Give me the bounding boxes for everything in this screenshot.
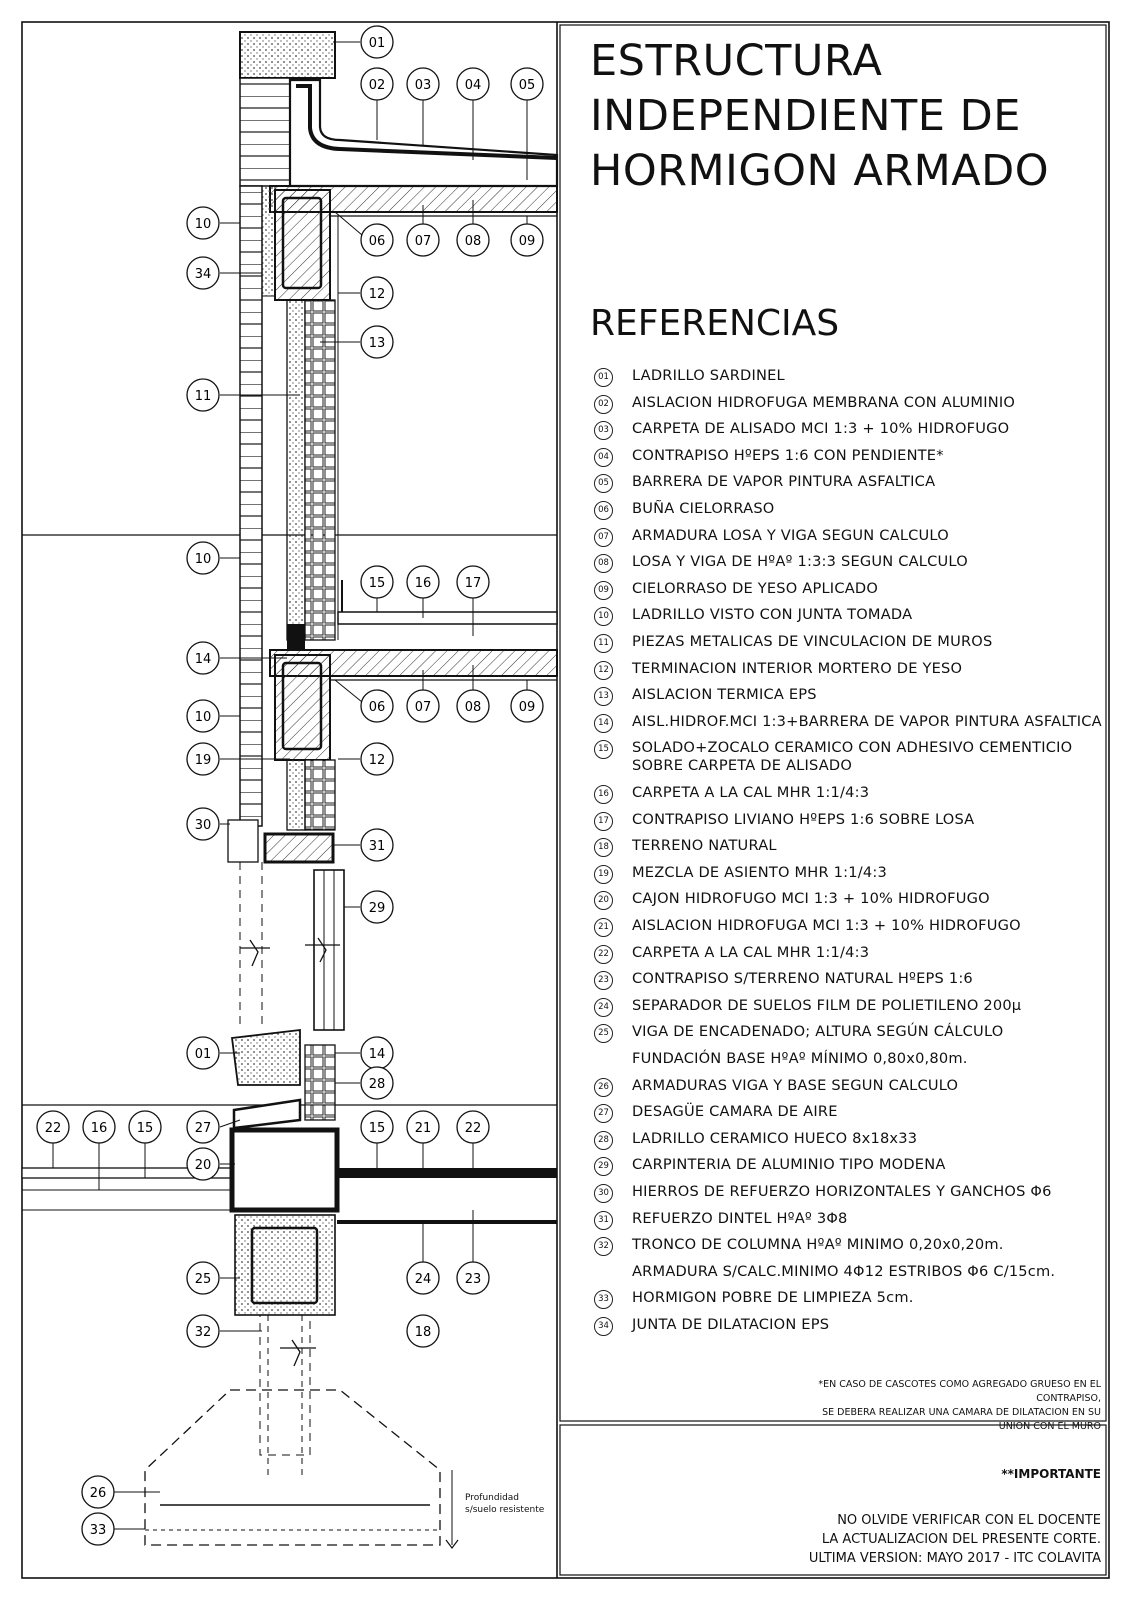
reference-item — [594, 1182, 1114, 1208]
callout-16a — [407, 566, 439, 618]
reference-item — [594, 1235, 1114, 1261]
svg-text:04: 04 — [464, 78, 482, 93]
reference-number-badge: 27 — [594, 1104, 613, 1123]
svg-text:11: 11 — [194, 389, 212, 404]
callout-09a — [511, 216, 543, 256]
reference-item — [594, 889, 1114, 915]
svg-text:08: 08 — [464, 700, 482, 715]
reference-number-badge: 14 — [594, 714, 613, 733]
svg-text:18: 18 — [414, 1325, 432, 1340]
reference-item — [594, 632, 1114, 658]
svg-text:02: 02 — [368, 78, 386, 93]
svg-text:21: 21 — [414, 1121, 432, 1136]
callout-15a — [361, 566, 393, 612]
reference-number-badge: 18 — [594, 838, 613, 857]
svg-text:06: 06 — [368, 234, 386, 249]
reference-text: SOLADO+ZOCALO CERAMICO CON ADHESIVO CEMENTICIO — [632, 739, 1073, 757]
callout-28 — [335, 1067, 393, 1099]
reference-item — [594, 712, 1114, 738]
reference-item — [594, 472, 1114, 498]
svg-text:23: 23 — [464, 1272, 482, 1287]
footing-base — [145, 1390, 440, 1545]
reference-number-badge: 26 — [594, 1078, 613, 1097]
callout-32 — [187, 1315, 262, 1347]
reference-number-badge: 04 — [594, 448, 613, 467]
reference-number-badge: 09 — [594, 581, 613, 600]
callout-17 — [457, 566, 489, 636]
lintel — [265, 834, 333, 862]
svg-text:10: 10 — [194, 710, 212, 725]
svg-text:12: 12 — [368, 753, 386, 768]
callout-06b — [335, 680, 393, 722]
reference-text-continued: SOBRE CARPETA DE ALISADO — [632, 757, 853, 775]
reference-text: CARPETA DE ALISADO MCI 1:3 + 10% HIDROFUGO — [632, 420, 1010, 438]
floor-finish-mid — [338, 612, 557, 624]
reference-text: CIELORRASO DE YESO APLICADO — [632, 579, 879, 597]
reference-item — [594, 499, 1114, 525]
reference-text: AISLACION HIDROFUGA MEMBRANA CON ALUMINIO — [632, 393, 1016, 411]
reference-item — [594, 1155, 1114, 1181]
reference-number-badge: 33 — [594, 1290, 613, 1309]
window-frame — [314, 870, 344, 1030]
callout-21 — [407, 1111, 439, 1170]
reference-text: SEPARADOR DE SUELOS FILM DE POLIETILENO 200μ — [632, 996, 1022, 1014]
sill-sardinel — [232, 1030, 300, 1085]
depth-note-line-2: s/suelo resistente — [465, 1505, 545, 1515]
reference-text: LADRILLO SARDINEL — [632, 367, 785, 384]
reference-text: LOSA Y VIGA DE HºAº 1:3:3 SEGUN CALCULO — [632, 553, 968, 571]
reference-item — [594, 366, 1114, 392]
reference-item — [594, 1129, 1114, 1155]
svg-text:34: 34 — [194, 267, 212, 282]
callout-06a — [335, 212, 393, 256]
break-mark-column — [280, 1340, 316, 1366]
svg-text:09: 09 — [518, 234, 536, 249]
notice — [809, 1511, 1101, 1568]
callout-10a — [187, 207, 240, 239]
reference-number-badge: 32 — [594, 1237, 613, 1256]
reference-number-badge: 19 — [594, 865, 613, 884]
ground-floor-finish-right — [337, 1168, 557, 1178]
reference-number-badge: 08 — [594, 554, 613, 573]
reference-text: CARPINTERIA DE ALUMINIO TIPO MODENA — [632, 1156, 946, 1174]
reference-text: CONTRAPISO LIVIANO HºEPS 1:6 SOBRE LOSA — [632, 810, 975, 828]
svg-text:16: 16 — [90, 1121, 108, 1136]
callout-22b — [457, 1111, 489, 1168]
sardinel-brick-top — [240, 32, 335, 78]
callout-30 — [187, 808, 230, 840]
svg-text:19: 19 — [194, 753, 212, 768]
reference-item — [594, 446, 1114, 472]
reference-text: JUNTA DE DILATACION EPS — [632, 1316, 830, 1334]
reference-text: CARPETA A LA CAL MHR 1:1/4:3 — [632, 784, 870, 802]
reference-number-badge: 20 — [594, 891, 613, 910]
reference-item — [594, 393, 1114, 419]
reference-text: CARPETA A LA CAL MHR 1:1/4:3 — [632, 943, 870, 961]
reference-number-badge: 23 — [594, 971, 613, 990]
reference-item — [594, 1076, 1114, 1102]
waterproof-layer-mid — [287, 624, 305, 650]
reference-number-badge: 30 — [594, 1184, 613, 1203]
reference-text: CONTRAPISO HºEPS 1:6 CON PENDIENTE* — [632, 446, 944, 464]
callout-26 — [82, 1476, 160, 1508]
eps-insulation-column — [287, 300, 305, 640]
reference-item — [594, 526, 1114, 552]
notice-line-1: NO OLVIDE VERIFICAR CON EL DOCENTE — [837, 1513, 1101, 1528]
title-line-1: ESTRUCTURA — [590, 36, 883, 86]
svg-text:01: 01 — [194, 1047, 212, 1062]
svg-text:17: 17 — [464, 576, 482, 591]
reference-item — [594, 916, 1114, 942]
callout-04 — [457, 68, 489, 160]
reference-item — [594, 836, 1114, 862]
svg-text:28: 28 — [368, 1077, 386, 1092]
svg-text:13: 13 — [368, 336, 386, 351]
callout-14b — [335, 1037, 393, 1069]
reference-number-badge: 13 — [594, 687, 613, 706]
reference-item — [594, 1288, 1114, 1314]
reference-item — [594, 783, 1114, 809]
notice-line-2: LA ACTUALIZACION DEL PRESENTE CORTE. — [821, 1532, 1101, 1547]
parapet-brick-wall — [240, 78, 290, 186]
svg-text:10: 10 — [194, 217, 212, 232]
waterproof-box — [232, 1130, 337, 1210]
footnote-line-1: *EN CASO DE CASCOTES COMO AGREGADO GRUESO EN EL — [818, 1379, 1101, 1390]
reference-text: CAJON HIDROFUGO MCI 1:3 + 10% HIDROFUGO — [632, 890, 990, 908]
reference-number-badge: 21 — [594, 918, 613, 937]
reference-text: ARMADURA LOSA Y VIGA SEGUN CALCULO — [632, 526, 949, 544]
reference-number-badge: 06 — [594, 501, 613, 520]
svg-text:14: 14 — [194, 652, 212, 667]
reference-text: LADRILLO CERAMICO HUECO 8x18x33 — [632, 1129, 918, 1147]
title-line-2: INDEPENDIENTE DE — [590, 91, 1021, 141]
svg-text:09: 09 — [518, 700, 536, 715]
svg-text:22: 22 — [464, 1121, 482, 1136]
important-label: **IMPORTANTE — [1001, 1467, 1101, 1481]
svg-text:07: 07 — [414, 234, 432, 249]
reference-text: REFUERZO DINTEL HºAº 3Φ8 — [632, 1209, 848, 1227]
callout-24 — [407, 1222, 439, 1294]
svg-text:33: 33 — [89, 1523, 107, 1538]
svg-text:07: 07 — [414, 700, 432, 715]
reference-number-badge: 17 — [594, 812, 613, 831]
reference-text: AISLACION HIDROFUGA MCI 1:3 + 10% HIDROFUGO — [632, 917, 1021, 935]
callout-09b — [511, 680, 543, 722]
callout-07b — [407, 670, 439, 722]
reference-number-badge: 07 — [594, 528, 613, 547]
svg-text:22: 22 — [44, 1121, 62, 1136]
reference-text: BARRERA DE VAPOR PINTURA ASFALTICA — [632, 473, 936, 491]
reference-text-continued: ARMADURA S/CALC.MINIMO 4Φ12 ESTRIBOS Φ6 C/15cm. — [632, 1262, 1056, 1280]
footnote-line-4: UNION CON EL MURO — [998, 1421, 1101, 1432]
eps-joint-upper — [262, 186, 275, 296]
svg-text:05: 05 — [518, 78, 536, 93]
footnote-line-3: SE DEBERA REALIZAR UNA CAMARA DE DILATACION EN SU — [822, 1407, 1101, 1418]
mortar-bed-lower — [287, 760, 305, 830]
tie-beam — [235, 1215, 335, 1315]
callout-03 — [407, 68, 439, 145]
reference-item — [594, 996, 1114, 1022]
reference-text: AISL.HIDROF.MCI 1:3+BARRERA DE VAPOR PINTURA ASFALTICA — [632, 712, 1102, 730]
reference-text: CONTRAPISO S/TERRENO NATURAL HºEPS 1:6 — [632, 970, 973, 988]
svg-text:06: 06 — [368, 700, 386, 715]
reference-number-badge: 10 — [594, 607, 613, 626]
reference-text: DESAGÜE CAMARA DE AIRE — [632, 1103, 838, 1121]
hollow-brick-lower — [305, 760, 335, 830]
depth-note-line-1: Profundidad — [465, 1493, 520, 1503]
reference-text: TRONCO DE COLUMNA HºAº MINIMO 0,20x0,20m. — [632, 1236, 1004, 1254]
reference-number-badge: 25 — [594, 1024, 613, 1043]
callout-18 — [407, 1315, 439, 1347]
svg-text:26: 26 — [89, 1486, 107, 1501]
svg-text:15: 15 — [368, 576, 386, 591]
reference-text: TERMINACION INTERIOR MORTERO DE YESO — [632, 659, 963, 677]
svg-text:24: 24 — [414, 1272, 432, 1287]
callout-10c — [187, 700, 240, 732]
svg-text:25: 25 — [194, 1272, 212, 1287]
footnote — [818, 1378, 1101, 1434]
reference-item — [594, 659, 1114, 685]
svg-text:14: 14 — [368, 1047, 386, 1062]
svg-text:16: 16 — [414, 576, 432, 591]
reference-number-badge: 02 — [594, 395, 613, 414]
air-chamber-drain — [234, 1100, 300, 1128]
reference-number-badge: 34 — [594, 1317, 613, 1336]
reference-text-continued: FUNDACIÓN BASE HºAº MÍNIMO 0,80x0,80m. — [632, 1050, 968, 1068]
reference-item — [594, 1209, 1114, 1235]
reference-item — [594, 552, 1114, 578]
svg-text:12: 12 — [368, 287, 386, 302]
reference-number-badge: 24 — [594, 998, 613, 1017]
reference-text: LADRILLO VISTO CON JUNTA TOMADA — [632, 606, 913, 624]
svg-text:10: 10 — [194, 552, 212, 567]
svg-text:15: 15 — [368, 1121, 386, 1136]
callout-10b — [187, 542, 240, 574]
reference-number-badge: 11 — [594, 634, 613, 653]
reference-number-badge: 01 — [594, 368, 613, 387]
callout-15c — [361, 1111, 393, 1168]
reference-text: HORMIGON POBRE DE LIMPIEZA 5cm. — [632, 1289, 914, 1307]
reference-item — [594, 605, 1114, 631]
reference-item — [594, 685, 1114, 711]
reference-number-badge: 31 — [594, 1211, 613, 1230]
reference-number-badge: 12 — [594, 661, 613, 680]
reference-item — [594, 810, 1114, 836]
depth-note — [465, 1492, 544, 1516]
reference-text: HIERROS DE REFUERZO HORIZONTALES Y GANCHOS Φ6 — [632, 1183, 1052, 1201]
svg-text:31: 31 — [368, 839, 386, 854]
reference-text: PIEZAS METALICAS DE VINCULACION DE MUROS — [632, 633, 993, 650]
callout-25 — [187, 1262, 240, 1294]
svg-text:32: 32 — [194, 1325, 212, 1340]
reference-number-badge: 03 — [594, 421, 613, 440]
reference-number-badge: 22 — [594, 945, 613, 964]
callout-12b — [338, 743, 393, 775]
notice-line-3: ULTIMA VERSION: MAYO 2017 - ITC COLAVITA — [808, 1551, 1101, 1566]
svg-text:30: 30 — [194, 818, 212, 833]
reference-text: TERRENO NATURAL — [632, 837, 777, 855]
reference-item — [594, 863, 1114, 889]
reference-text: BUÑA CIELORRASO — [632, 500, 775, 517]
references-heading: REFERENCIAS — [590, 303, 840, 344]
hollow-brick-upper — [305, 300, 335, 640]
reference-item — [594, 943, 1114, 969]
callout-29 — [344, 891, 393, 923]
reference-number-badge: 16 — [594, 785, 613, 804]
reference-text: VIGA DE ENCADENADO; ALTURA SEGÚN CÁLCULO — [632, 1023, 1004, 1041]
callout-22a — [37, 1111, 69, 1168]
reference-number-badge: 05 — [594, 474, 613, 493]
callout-02 — [361, 68, 393, 140]
svg-text:01: 01 — [368, 36, 386, 51]
reference-item — [594, 1022, 1114, 1048]
hollow-brick-sill — [305, 1045, 335, 1120]
footnote-line-2: CONTRAPISO, — [1036, 1393, 1101, 1404]
face-brick-wall — [240, 186, 262, 826]
callout-33 — [82, 1513, 145, 1545]
reference-number-badge: 28 — [594, 1131, 613, 1150]
reference-number-badge: 15 — [594, 740, 613, 759]
title-line-3: HORMIGON ARMADO — [590, 146, 1050, 196]
reference-item — [594, 1315, 1114, 1341]
svg-text:29: 29 — [368, 901, 386, 916]
callout-12a — [338, 277, 393, 309]
reference-text: ARMADURAS VIGA Y BASE SEGUN CALCULO — [632, 1076, 959, 1094]
svg-text:15: 15 — [136, 1121, 154, 1136]
reference-item — [594, 1102, 1114, 1128]
svg-text:08: 08 — [464, 234, 482, 249]
svg-text:20: 20 — [194, 1158, 212, 1173]
reinforcement-box — [228, 820, 258, 862]
reference-number-badge: 29 — [594, 1157, 613, 1176]
reference-item — [594, 969, 1114, 995]
callout-01 — [333, 26, 393, 58]
reference-item — [594, 419, 1114, 445]
reference-item — [594, 579, 1114, 605]
reference-text: MEZCLA DE ASIENTO MHR 1:1/4:3 — [632, 863, 887, 881]
svg-text:03: 03 — [414, 78, 432, 93]
reference-text: AISLACION TERMICA EPS — [632, 686, 817, 704]
svg-text:27: 27 — [194, 1121, 212, 1136]
break-mark-wall — [240, 940, 270, 966]
callout-31 — [333, 829, 393, 861]
